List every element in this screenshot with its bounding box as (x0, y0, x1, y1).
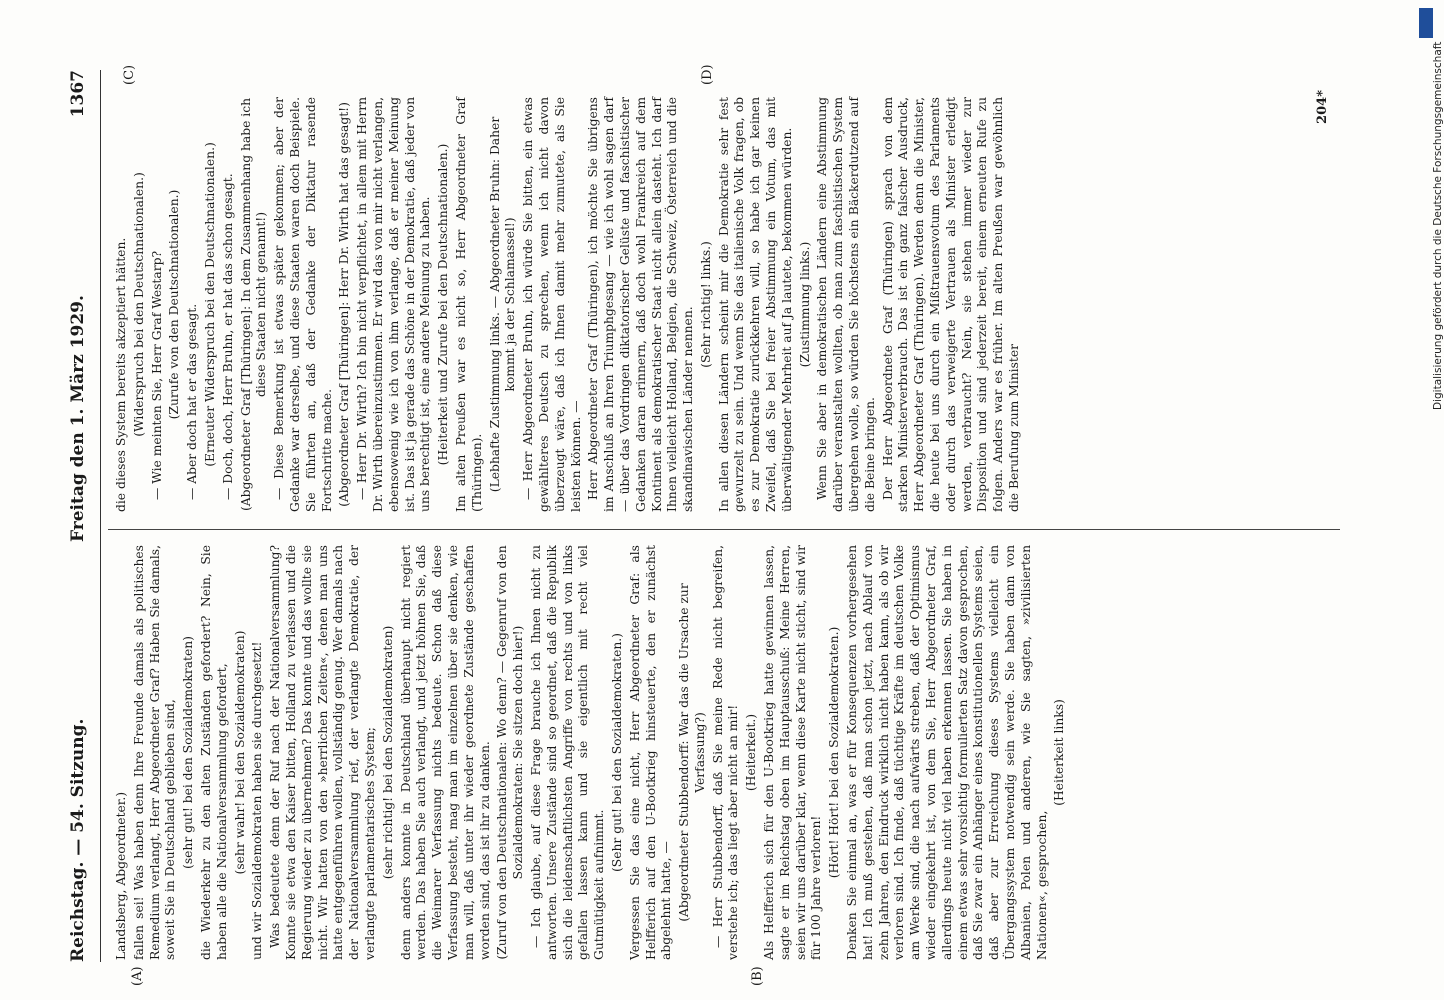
paragraph: Landsberg, Abgeordneter.) (114, 791, 128, 960)
interjection: (Abgeordneter Stubbendorff: War das die Ursache zur Verfassung?) (677, 583, 707, 922)
paragraph: — Ich glaube, auf diese Frage brauche ich Ihnen nicht zu antworten. Unsere Zustände sind so geordnet, daß die Republik sich die leidenschaftlichsten Angriffe von rechts und von links gefallen lassen kann und sie eigentlich mit recht viel Gutmütigkeit aufnimmt. (528, 545, 607, 960)
digitization-credit (1418, 10, 1444, 430)
margin-marker-b: (B) (750, 966, 765, 986)
paragraph: Vergessen Sie das eine nicht, Herr Abgeordneter Graf: als Helfferich auf den U-Bootkrieg hinsteuerte, den er zunächst abgelehnt hatte, — (627, 545, 674, 960)
paragraph: fallen sei! Was haben denn Ihre Freunde damals als politisches Remedium verlangt, Herr Abgeordneter Graf? Haben Sie damals, soweit Sie in Deutschland geblieben sind, (131, 545, 178, 960)
paragraph: denn anders konnte in Deutschland überhaupt nicht regiert werden. Das haben Sie auch verlangt, und jetzt höhnen Sie, daß die Weimarer Verfassung nichts bedeute. Schon daß diese Verfassung besteht, mag man im einzelnen über sie denken, wie man will, daß unter ihr wieder geordnete Zustände geschaffen worden sind, das ist ihr zu danken. (398, 545, 492, 960)
interjection: (Erneuter Widerspruch bei den Deutschnationalen.) (202, 142, 217, 467)
paragraph: Der Herr Abgeordnete Graf (Thüringen) sprach von dem starken Ministerverbrauch. Das ist ein ganz falscher Ausdruck, Herr Abgeordneter Graf (Thüringen). Werden denn die Minister, die heute bei uns durch ein Mißtrauensvotum des Parlaments oder durch das verweigerte Vertrauen als Minister erledigt werden, verbraucht? Nein, sie stehen immer wieder zur Disposition und sind jederzeit bereit, einem erneuten Rufe zu folgen. Anders war es früher. Im alten Preußen war gewöhnlich die Berufung zum Minister (880, 97, 1022, 512)
header-date: Freitag den 1. März 1929. (68, 295, 88, 542)
interjection: (Abgeordneter Graf [Thüringen]: In dem Zusammenhang habe ich diese Staaten nicht genannt!) (238, 97, 269, 512)
credit-text: Digitalisierung gefördert durch die Deutsche Forschungsgemeinschaft (1432, 41, 1444, 410)
interjection: (Sehr gut! bei den Sozialdemokraten.) (609, 633, 624, 872)
interjection: (sehr richtig! bei den Sozialdemokraten) (380, 625, 395, 880)
interjection: (sehr gut! bei den Sozialdemokraten) (181, 636, 196, 869)
paragraph: Denken Sie einmal an, was er für Konsequenzen vorhergesehen hat! Ich muß gestehen, daß man schon jetzt, nach Ablauf von zehn Jahren, den Eindruck wirklich nicht haben kann, als ob wir verloren sind. Ich finde, daß tüchtige Kräfte im deutschen Volke am Werke sind, die nach aufwärts streben, daß der Optimismus wieder eingekehrt ist, von dem Sie, Herr Abgeordneter Graf, allerdings heute nicht viel haben erkennen lassen. Sie haben in einem etwas sehr vorsichtig formulierten Satz davon gesprochen, daß Sie zwar ein Anhänger eines konstitutionellen Systems seien, daß aber zur Erreichung dieses Systems vielleicht ein Übergangssystem notwendig sein werde. Sie haben dann von Albanien, Polen und anderen, wie Sie sagten, »zivilisierten Nationen«, gesprochen, (845, 545, 1049, 960)
header-session: Reichstag. — 54. Sitzung. (68, 718, 88, 962)
paragraph: Als Helfferich sich für den U-Bootkrieg hatte gewinnen lassen, sagte er im Reichstag oben im Hauptausschuß: Meine Herren, seien wir uns darüber klar, wenn diese Karte nicht sticht, sind wir für 100 Jahre verloren! (762, 545, 824, 960)
column-divider (108, 529, 1340, 530)
interjection: (Heiterkeit und Zurufe bei den Deutschnationalen.) (436, 143, 451, 466)
paragraph: Wenn Sie aber in demokratischen Ländern eine Abstimmung darüber veranstalten wollten, ob man zum faschistischen System übergehen wolle, so würden Sie höchstens ein Bäckerdutzend auf die Beine bringen. (815, 97, 877, 512)
rotated-page-content (60, 50, 1380, 990)
paragraph: und wir Sozialdemokraten haben sie durchgesetzt! (250, 641, 265, 960)
interjection: (sehr wahr! bei den Sozialdemokraten) (232, 630, 247, 875)
margin-marker-c: (C) (122, 64, 137, 85)
interjection: (Heiterkeit links) (1052, 699, 1067, 806)
paragraph: In allen diesen Ländern scheint mir die Demokratie sehr fest gewurzelt zu sein. Und wenn Sie das italienische Volk fragen, ob es zur Demokratie zurückkehren will, so habe ich gar keinen Zweifel, daß Sie bei freier Abstimmung ein Votum, das mit überwältigender Mehrheit auf Ja lautete, bekommen würden. (716, 97, 794, 512)
margin-marker-a: (A) (130, 966, 145, 986)
paragraph: Was bedeutete denn der Ruf nach der Nationalversammlung? Konnte sie etwa den Kaiser bitten, Holland zu verlassen und die Regierung wieder zu übernehmen? Das konnte und das wollte sie nicht. Wir hatten von den »herrlichen Zeiten«, denen man uns hatte entgegenführen wollen, vollständig genug. Wer damals nach der Nationalversammlung rief, der verlangte Demokratie, der verlangte parlamentarisches System; (268, 545, 377, 960)
printer-signature: 204* (1315, 90, 1330, 124)
page-number: 1367 (68, 70, 88, 118)
paragraph: — Wie meinten Sie, Herr Graf Westarp? (149, 250, 164, 500)
interjection: (Sehr richtig! links.) (698, 241, 713, 368)
paragraph: — Herr Abgeordneter Bruhn, ich würde Sie bitten, ein etwas gewählteres Deutsch zu sprechen, wenn ich nicht davon überzeugt wäre, daß ich Ihnen damit mehr zumutete, als Sie leisten können. — (521, 97, 583, 512)
paragraph: — Herr Dr. Wirth? Ich bin nicht verpflichtet, in allem mit Herrn Dr. Wirth übereinzustimmen. Er wird das von mir nicht verlangen, ebensowenig wie ich von ihm verlange, daß er meiner Meinung ist. Das ist ja gerade das Schöne in der Demokratie, daß jeder von uns berechtigt ist, eine andere Meinung zu haben. (355, 97, 433, 512)
right-text-column (114, 97, 1025, 512)
paragraph: Herr Abgeordneter Graf (Thüringen), ich möchte Sie übrigens im Anschluß an Ihren Triumphgesang — wie ich wohl sagen darf — über das Vordringen diktatorischer Gelüste und faschistischer Gedanken daran erinnern, daß doch wohl Frankreich auf dem Kontinent als demokratischer Staat nicht allein dasteht. Ich darf Ihnen vielleicht Holland, Belgien, die Schweiz, Österreich und die skandinavischen Länder nennen. (586, 97, 696, 512)
interjection: (Zustimmung links.) (797, 241, 812, 368)
paragraph: — Herr Stubbendorff, daß Sie meine Rede nicht begreifen, verstehe ich; das liegt aber nicht an mir! (710, 545, 741, 960)
page-header (68, 70, 98, 962)
interjection: (Hört! Hört! bei den Sozialdemokraten.) (827, 626, 842, 879)
paragraph: Im alten Preußen war es nicht so, Herr Abgeordneter Graf (Thüringen). (453, 97, 484, 512)
interjection: (Lebhafte Zustimmung links. — Abgeordneter Bruhn: Daher kommt ja der Schlamassel!) (487, 116, 518, 493)
interjection: (Zurufe von den Deutschnationalen.) (167, 189, 182, 420)
paragraph: — Diese Bemerkung ist etwas später gekommen; aber der Gedanke war derselbe, und diese Staaten waren doch Beispiele. Sie führten an, daß der Gedanke der Diktatur rasende Fortschritte mache. (272, 97, 334, 512)
interjection: (Heiterkeit.) (744, 713, 759, 792)
paragraph: die dieses System bereits akzeptiert hätten. (114, 237, 128, 512)
paragraph: — Doch, doch, Herr Bruhn, er hat das schon gesagt. (220, 173, 235, 500)
paragraph: — Aber doch hat er das gesagt. (185, 303, 200, 500)
interjection: (Abgeordneter Graf [Thüringen]: Herr Dr. Wirth hat das gesagt!) (337, 102, 352, 507)
interjection: (Zuruf von den Deutschnationalen: Wo denn? — Gegenruf von den Sozialdemokraten: Sie sitzen doch hier!) (495, 545, 526, 960)
header-rule (100, 70, 101, 962)
margin-marker-d: (D) (700, 64, 715, 85)
left-text-column (114, 545, 1070, 960)
scanned-page (60, 50, 1380, 990)
interjection: (Widerspruch bei den Deutschnationalen.) (131, 172, 146, 437)
paragraph: die Wiederkehr zu den alten Zuständen gefordert? Nein, Sie haben alle die Nationalversammlung gefordert, (198, 545, 229, 960)
